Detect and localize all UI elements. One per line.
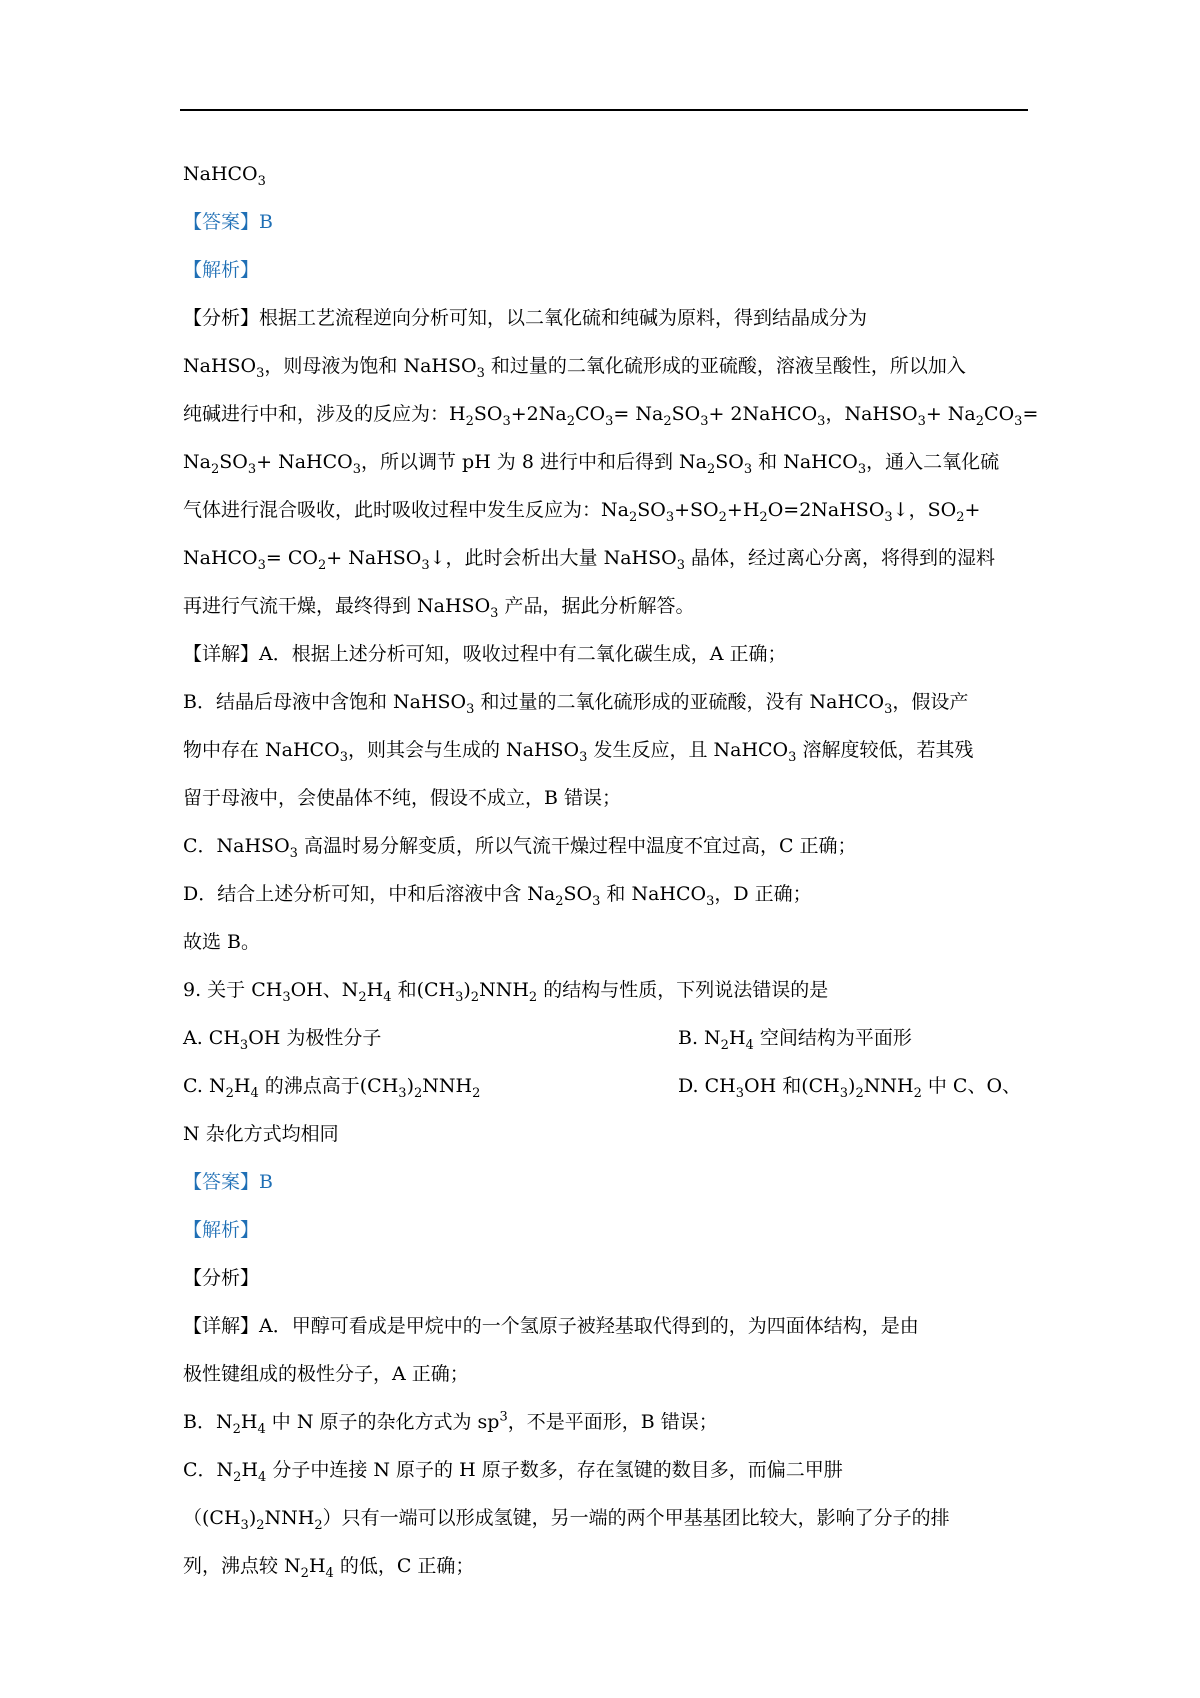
options-row-2: [183, 1062, 1028, 1110]
analysis-label: 【解析】: [183, 1219, 260, 1241]
document-body: [183, 150, 1039, 1590]
text-line: 极性键组成的极性分子，A 正确；: [183, 1363, 469, 1385]
text-line: 【分析】: [183, 1267, 260, 1289]
text-line: NaHCO$_3$= $CO_2+$ NaHSO$_3$↓，此时会析出大量 NaHSO$_3$ 晶体，经过离心分离，将得到的湿料: [183, 547, 996, 573]
text-line: 气体进行混合吸收，此时吸收过程中发生反应为：$Na_2SO_3+SO_2+H_2O=2NaHSO_3↓$，$SO_2+$: [183, 499, 981, 525]
text-line: B．结晶后母液中含饱和 NaHSO$_3$ 和过量的二氧化硫形成的亚硫酸，没有 NaHCO$_3$，假设产: [183, 691, 969, 717]
header-rule: [180, 109, 1028, 111]
text-line: B．$N_2H_4$ 中 N 原子的杂化方式为 $sp^3$，不是平面形，B 错误；: [183, 1409, 718, 1437]
text-line: C．NaHSO$_3$ 高温时易分解变质，所以气流干燥过程中温度不宜过高，C 正确；: [183, 835, 857, 861]
text-line: 故选 B。: [183, 931, 261, 953]
option-b: B. $N_2H_4$ 空间结构为平面形: [678, 1027, 912, 1053]
question-stem: 9. 关于 $CH_3OH$、$N_2H_4$ 和$(CH_3)_2NNH_2$ 的结构与性质，下列说法错误的是: [183, 979, 829, 1005]
analysis-label: 【解析】: [183, 259, 260, 281]
text-line: C．$N_2H_4$ 分子中连接 N 原子的 H 原子数多，存在氢键的数目多，而偏二甲肼: [183, 1459, 843, 1485]
option-d: D. $CH_3OH$ 和$(CH_3)_2NNH_2$ 中 C、O、: [678, 1075, 1022, 1101]
option-a: A. $CH_3OH$ 为极性分子: [183, 1027, 382, 1053]
text-line: 【详解】A．根据上述分析可知，吸收过程中有二氧化碳生成，A 正确；: [183, 643, 787, 665]
text-line: 留于母液中，会使晶体不纯，假设不成立，B 错误；: [183, 787, 622, 809]
options-row-1: [183, 1014, 1028, 1062]
text-line: 再进行气流干燥，最终得到 NaHSO$_3$ 产品，据此分析解答。: [183, 595, 695, 621]
text-line: $Na_2SO_3+$ NaHCO$_3$，所以调节 pH 为 8 进行中和后得到 $Na_2SO_3$ 和 NaHCO$_3$，通入二氧化硫: [183, 451, 1000, 477]
answer-label: 【答案】B: [183, 211, 273, 233]
text-line: D．结合上述分析可知，中和后溶液中含 $Na_2SO_3$ 和 NaHCO$_3$，D 正确；: [183, 883, 812, 909]
text-line: 物中存在 NaHCO$_3$，则其会与生成的 NaHSO$_3$ 发生反应，且 NaHCO$_3$ 溶解度较低，若其残: [183, 739, 974, 765]
text-line: 纯碱进行中和，涉及的反应为：$H_2SO_3+2Na_2CO_3= Na_2SO_3+$ 2NaHCO$_3$，NaHSO$_3$+ $Na_2CO_3=$: [183, 403, 1039, 429]
text-line: 【详解】A．甲醇可看成是甲烷中的一个氢原子被羟基取代得到的，为四面体结构，是由: [183, 1315, 919, 1337]
text-line: 【分析】根据工艺流程逆向分析可知，以二氧化硫和纯碱为原料，得到结晶成分为: [183, 307, 868, 329]
text-line: 列，沸点较 $N_2H_4$ 的低，C 正确；: [183, 1555, 475, 1581]
option-d-continued: N 杂化方式均相同: [183, 1123, 339, 1145]
text-line: NaHSO$_3$，则母液为饱和 NaHSO$_3$ 和过量的二氧化硫形成的亚硫酸，溶液呈酸性，所以加入: [183, 355, 966, 381]
text-line: $((CH_3)_2NNH_2)$只有一端可以形成氢键，另一端的两个甲基基团比较大，影响了分子的排: [183, 1507, 950, 1533]
answer-label: 【答案】B: [183, 1171, 273, 1193]
text-line: NaHCO$_3$: [183, 163, 266, 189]
option-c: C. $N_2H_4$ 的沸点高于$(CH_3)_2NNH_2$: [183, 1075, 481, 1101]
